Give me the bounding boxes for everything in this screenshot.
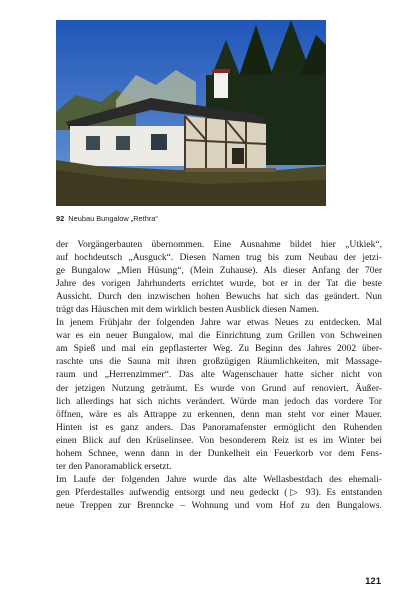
text-line: raum und „Herrenzimmer“. Das alte Wagenschauer hatte sicher nicht von	[56, 369, 382, 381]
text-line: der Vorgängerbauten übernommen. Eine Ausnahme bildet hier „Utkiek“,	[56, 239, 382, 250]
text-line: hohem Schnee, wenn dann in der Dunkelheit ein Feuerkorb vor dem Fens-	[56, 447, 382, 459]
text-line: auf hochdeutsch „Ausguck“. Diesen Namen trug bis zum Neubau der jetzi-	[56, 252, 382, 264]
text-line: gen Pferdestalles aufwendig entsorgt und neu gedeckt (▷ 93). Es entstanden	[56, 486, 382, 498]
text-line: Im Laufe der folgenden Jahre wurde das alte Wellasbestdach des ehemali-	[56, 473, 382, 485]
text-line: ter den Panoramablick ersetzt.	[56, 460, 172, 472]
text-line: raschte uns die Sauna mit ihren großzügigen Räumlichkeiten, mit Massage-	[56, 356, 382, 368]
figure-caption	[56, 214, 356, 223]
page-number: 121	[365, 576, 381, 587]
bungalow-photo	[56, 20, 326, 206]
text-line: einen Blick auf den Krüselinsee. Von besonderem Reiz ist es im Winter bei	[56, 434, 382, 446]
text-line: am Spieß und mal ein gepflasterter Weg. Zu Beginn des Jahres 2002 über-	[56, 343, 382, 355]
body-text	[56, 238, 382, 512]
text-line: In jenem Frühjahr der folgenden Jahre war etwas Neues zu entdecken. Mal	[56, 317, 382, 329]
text-line: ge Bungalow „Mien Hüsung“, (Mein Zuhause). Als dieser Anfang der 70er	[56, 265, 382, 277]
text-line: neue Treppen zur Brenncke – Wohnung und vom Hof zu den Bungalows.	[56, 499, 382, 511]
text-line: trägt das Häuschen mit dem wirklich besten Ausblick diesen Namen.	[56, 304, 320, 316]
text-line: war es ein neuer Bungalow, mal die Einrichtung zum Grillen von Schweinen	[56, 330, 382, 342]
text-line: Hinten ist es ganz anders. Das Panoramafenster ermöglicht den Ruhenden	[56, 421, 382, 433]
figure-caption-text: Neubau Bungalow „Rethra“	[68, 214, 158, 223]
figure-number: 92	[56, 214, 65, 223]
text-line: öffnen, wäre es als Attrappe zu erkennen, denn man steht vor einer Mauer.	[56, 408, 382, 420]
text-line: Jahre des vorigen Jahrhunderts errichtet wurde, bot er in der Tat die beste	[56, 278, 382, 290]
text-line: der jetzigen Nutzung geträumt. Es wurde von Grund auf renoviert. Äußer-	[56, 382, 382, 394]
text-line: lich allerdings hat sich nichts verändert. Würde man jedoch das vordere Tor	[56, 395, 382, 407]
text-line: Aussicht. Durch den inzwischen hohen Bewuchs hat sich das geändert. Nun	[56, 291, 382, 303]
